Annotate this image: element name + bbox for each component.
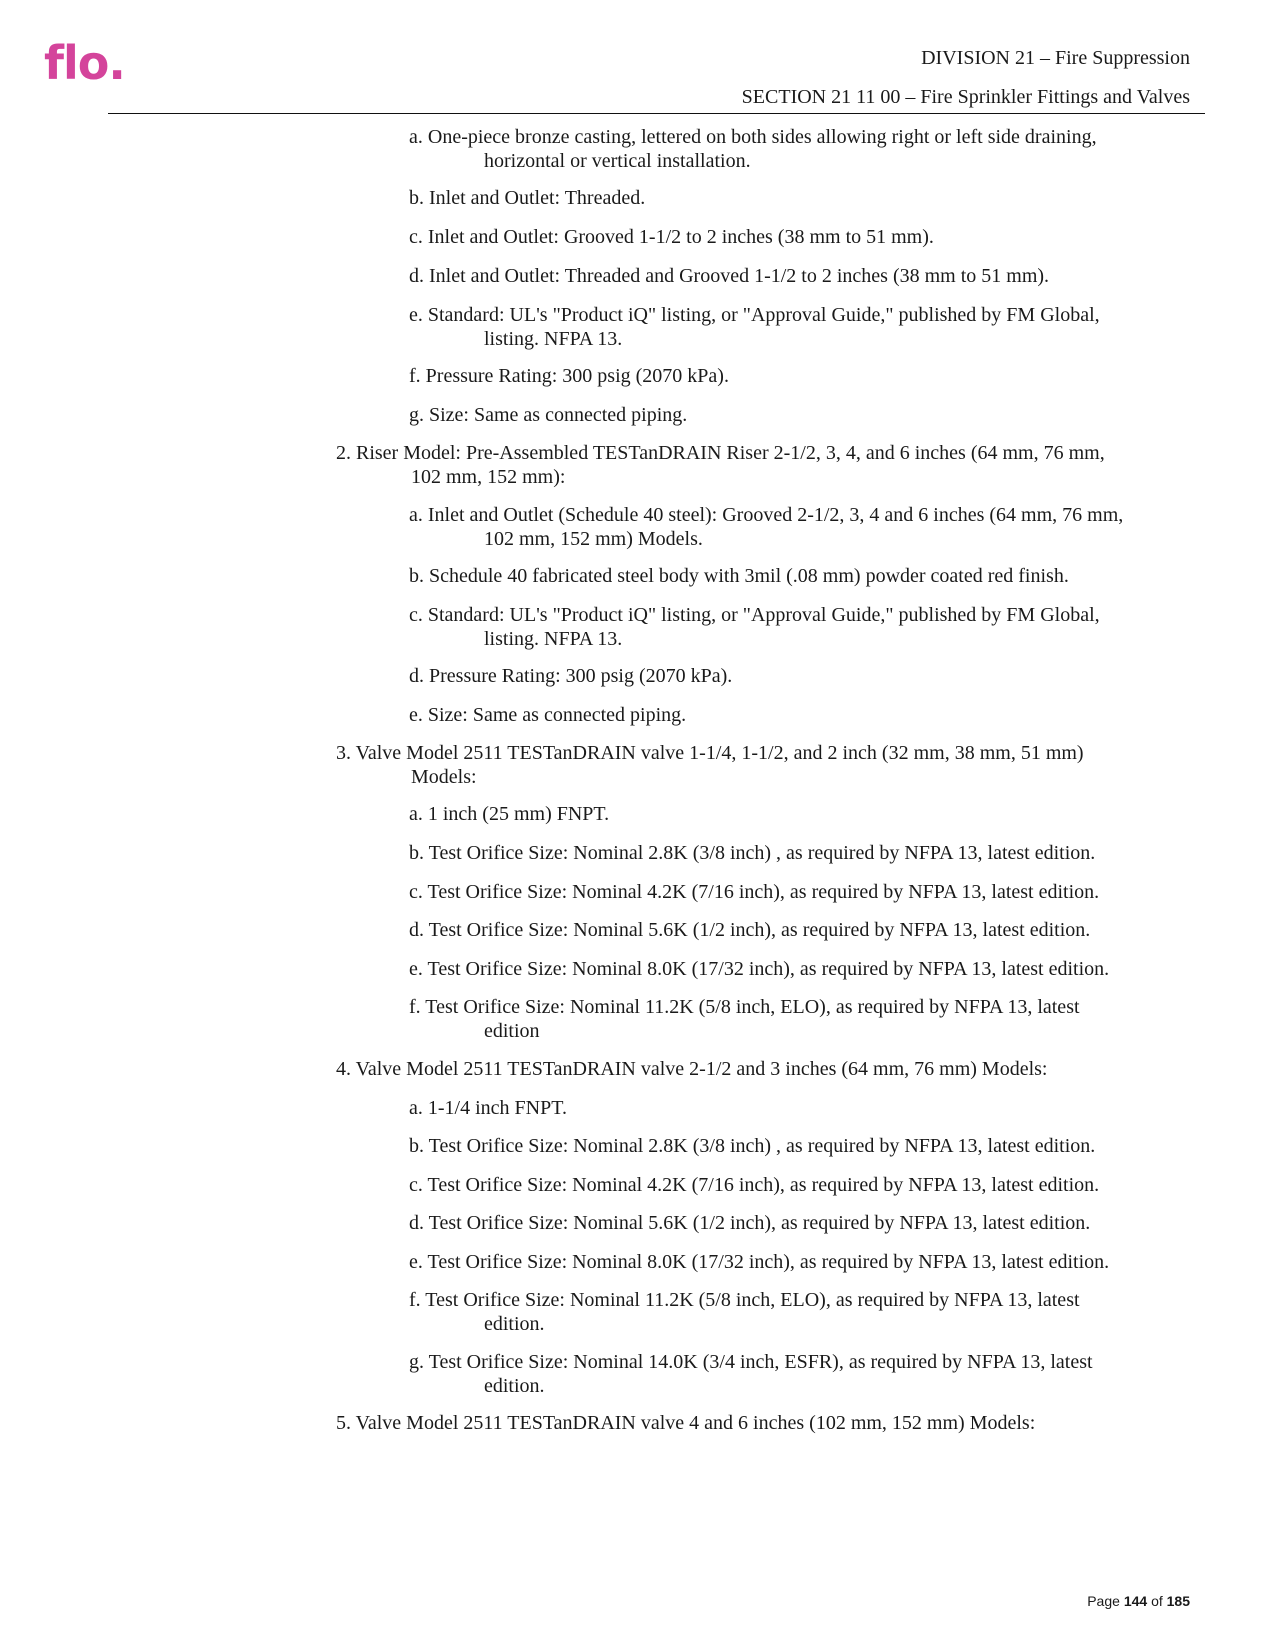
item-line: b. Schedule 40 fabricated steel body with 3mil (.08 mm) powder coated red finish. bbox=[409, 565, 1069, 587]
item-line: c. Inlet and Outlet: Grooved 1-1/2 to 2 inches (38 mm to 51 mm). bbox=[409, 226, 934, 248]
item-line: a. Inlet and Outlet (Schedule 40 steel): Grooved 2-1/2, 3, 4 and 6 inches (64 mm, 76 mm, bbox=[409, 504, 1124, 526]
list-item bbox=[409, 1250, 1169, 1274]
item-line: g. Test Orifice Size: Nominal 14.0K (3/4 inch, ESFR), as required by NFPA 13, latest bbox=[409, 1351, 1093, 1373]
item-line: c. Test Orifice Size: Nominal 4.2K (7/16 inch), as required by NFPA 13, latest edition. bbox=[409, 881, 1100, 903]
item-line: f. Test Orifice Size: Nominal 11.2K (5/8 inch, ELO), as required by NFPA 13, latest bbox=[409, 996, 1080, 1018]
item-line: b. Inlet and Outlet: Threaded. bbox=[409, 187, 646, 209]
item-line-continued: listing. NFPA 13. bbox=[484, 328, 623, 350]
division-title: DIVISION 21 – Fire Suppression bbox=[921, 47, 1190, 69]
item-line: d. Test Orifice Size: Nominal 5.6K (1/2 inch), as required by NFPA 13, latest edition. bbox=[409, 1212, 1091, 1234]
item-line: c. Test Orifice Size: Nominal 4.2K (7/16 inch), as required by NFPA 13, latest edition. bbox=[409, 1174, 1100, 1196]
list-item bbox=[409, 603, 1169, 651]
item-line: d. Pressure Rating: 300 psig (2070 kPa). bbox=[409, 665, 733, 687]
item-line: e. Size: Same as connected piping. bbox=[409, 704, 687, 726]
list-item bbox=[409, 841, 1169, 865]
item-line: f. Pressure Rating: 300 psig (2070 kPa). bbox=[409, 365, 729, 387]
item-line-continued: edition. bbox=[484, 1375, 545, 1397]
list-item bbox=[409, 880, 1169, 904]
item-line: b. Test Orifice Size: Nominal 2.8K (3/8 inch) , as required by NFPA 13, latest edition. bbox=[409, 842, 1096, 864]
list-item bbox=[409, 186, 1169, 210]
list-item bbox=[409, 1288, 1169, 1336]
list-item bbox=[409, 1173, 1169, 1197]
item-line-continued: Models: bbox=[411, 766, 477, 788]
numbered-item bbox=[336, 1057, 1166, 1081]
item-line: d. Test Orifice Size: Nominal 5.6K (1/2 inch), as required by NFPA 13, latest edition. bbox=[409, 919, 1091, 941]
numbered-item bbox=[336, 741, 1166, 789]
list-item bbox=[409, 264, 1169, 288]
item-line-continued: 102 mm, 152 mm) Models. bbox=[484, 528, 703, 550]
item-line: a. One-piece bronze casting, lettered on both sides allowing right or left side draining, bbox=[409, 126, 1097, 148]
list-item bbox=[409, 703, 1169, 727]
item-line: b. Test Orifice Size: Nominal 2.8K (3/8 inch) , as required by NFPA 13, latest edition. bbox=[409, 1135, 1096, 1157]
header-divider bbox=[108, 113, 1205, 114]
list-item bbox=[409, 918, 1169, 942]
item-line-continued: listing. NFPA 13. bbox=[484, 628, 623, 650]
item-line: f. Test Orifice Size: Nominal 11.2K (5/8 inch, ELO), as required by NFPA 13, latest bbox=[409, 1289, 1080, 1311]
list-item bbox=[409, 957, 1169, 981]
page-number bbox=[1087, 1592, 1190, 1610]
item-line: g. Size: Same as connected piping. bbox=[409, 404, 688, 426]
list-item bbox=[409, 125, 1169, 173]
item-line: c. Standard: UL's "Product iQ" listing, or "Approval Guide," published by FM Global, bbox=[409, 604, 1100, 626]
numbered-item bbox=[336, 441, 1166, 489]
item-line: 2. Riser Model: Pre-Assembled TESTanDRAIN Riser 2-1/2, 3, 4, and 6 inches (64 mm, 76 mm, bbox=[336, 442, 1105, 464]
page-label: Page bbox=[1087, 1593, 1120, 1609]
page-of: of bbox=[1151, 1593, 1163, 1609]
total-pages: 185 bbox=[1166, 1593, 1190, 1609]
list-item bbox=[409, 225, 1169, 249]
list-item bbox=[409, 995, 1169, 1043]
list-item bbox=[409, 303, 1169, 351]
item-line-continued: horizontal or vertical installation. bbox=[484, 150, 751, 172]
list-item bbox=[409, 1350, 1169, 1398]
list-item bbox=[409, 1096, 1169, 1120]
list-item bbox=[409, 1211, 1169, 1235]
logo-text: flo. bbox=[44, 36, 125, 90]
item-line-continued: edition bbox=[484, 1020, 540, 1042]
current-page: 144 bbox=[1123, 1593, 1148, 1609]
section-title: SECTION 21 11 00 – Fire Sprinkler Fittings and Valves bbox=[741, 86, 1190, 108]
item-line: e. Test Orifice Size: Nominal 8.0K (17/32 inch), as required by NFPA 13, latest edition. bbox=[409, 958, 1110, 980]
flo-logo bbox=[44, 36, 125, 90]
list-item bbox=[409, 564, 1169, 588]
numbered-item bbox=[336, 1411, 1166, 1435]
item-line: 3. Valve Model 2511 TESTanDRAIN valve 1-1/4, 1-1/2, and 2 inch (32 mm, 38 mm, 51 mm) bbox=[336, 742, 1084, 764]
list-item bbox=[409, 664, 1169, 688]
item-line: a. 1 inch (25 mm) FNPT. bbox=[409, 803, 610, 825]
list-item bbox=[409, 403, 1169, 427]
list-item bbox=[409, 364, 1169, 388]
item-line: e. Standard: UL's "Product iQ" listing, or "Approval Guide," published by FM Global, bbox=[409, 304, 1100, 326]
item-line-continued: edition. bbox=[484, 1313, 545, 1335]
item-line-continued: 102 mm, 152 mm): bbox=[411, 466, 566, 488]
item-line: 5. Valve Model 2511 TESTanDRAIN valve 4 and 6 inches (102 mm, 152 mm) Models: bbox=[336, 1412, 1036, 1434]
list-item bbox=[409, 1134, 1169, 1158]
list-item bbox=[409, 503, 1169, 551]
list-item bbox=[409, 802, 1169, 826]
item-line: d. Inlet and Outlet: Threaded and Grooved 1-1/2 to 2 inches (38 mm to 51 mm). bbox=[409, 265, 1050, 287]
item-line: 4. Valve Model 2511 TESTanDRAIN valve 2-1/2 and 3 inches (64 mm, 76 mm) Models: bbox=[336, 1058, 1048, 1080]
item-line: a. 1-1/4 inch FNPT. bbox=[409, 1097, 567, 1119]
item-line: e. Test Orifice Size: Nominal 8.0K (17/32 inch), as required by NFPA 13, latest edition. bbox=[409, 1251, 1110, 1273]
